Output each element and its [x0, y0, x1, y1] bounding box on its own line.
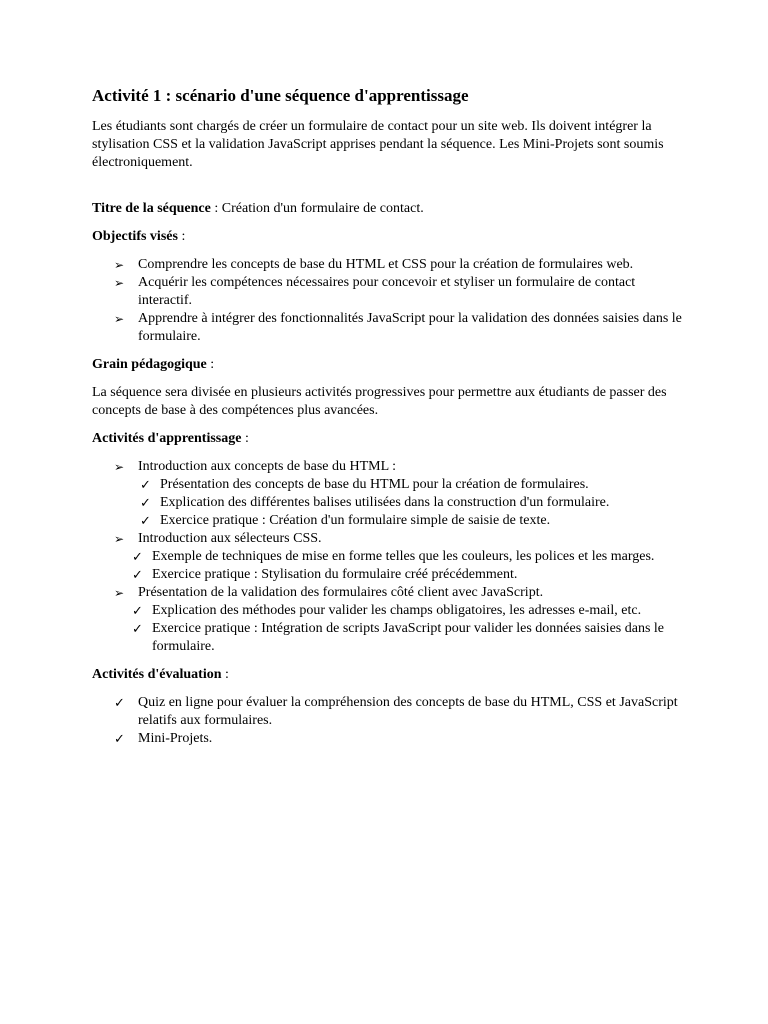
learning-sublist: [138, 476, 682, 530]
arrow-bullet-icon: ➢: [114, 276, 125, 290]
page-title: Activité 1 : scénario d'une séquence d'apprentissage: [92, 86, 469, 105]
evaluation-item: [114, 694, 682, 730]
learning-subitem: [132, 566, 682, 584]
arrow-bullet-icon: ➢: [114, 532, 125, 546]
learning-subitem: [140, 476, 682, 494]
learning-separator: :: [241, 431, 249, 446]
checkmark-icon: ✓: [140, 477, 151, 492]
objectives-label: Objectifs visés: [92, 229, 178, 244]
grain-separator: :: [206, 357, 215, 372]
objective-text: Apprendre à intégrer des fonctionnalités JavaScript pour la validation des données saisies dans le formulaire.: [138, 311, 682, 344]
learning-subitem: [132, 602, 682, 620]
sequence-title-separator: :: [210, 201, 222, 216]
grain-heading: [92, 356, 682, 374]
learning-label: Activités d'apprentissage: [92, 431, 242, 446]
learning-group-text: Introduction aux sélecteurs CSS.: [138, 531, 322, 546]
checkmark-icon: ✓: [140, 495, 151, 510]
checkmark-icon: ✓: [132, 621, 143, 636]
checkmark-icon: ✓: [114, 731, 125, 746]
learning-subitem: [140, 512, 682, 530]
checkmark-icon: ✓: [114, 695, 125, 710]
learning-heading: [92, 430, 682, 448]
objectives-list: [92, 256, 682, 346]
arrow-bullet-icon: ➢: [114, 258, 125, 272]
grain-paragraph: La séquence sera divisée en plusieurs activités progressives pour permettre aux étudiants de passer des concepts de base à des compétences plus avancées.: [92, 385, 667, 418]
sequence-title-value: Création d'un formulaire de contact.: [221, 201, 424, 216]
learning-group-text: Introduction aux concepts de base du HTML :: [138, 459, 397, 474]
document-page: [92, 86, 682, 758]
checkmark-icon: ✓: [132, 603, 143, 618]
learning-group: [114, 530, 682, 584]
objective-text: Acquérir les compétences nécessaires pour concevoir et styliser un formulaire de contact interactif.: [138, 275, 636, 308]
learning-subitem-text: Exercice pratique : Stylisation du formulaire créé précédemment.: [152, 567, 518, 582]
evaluation-separator: :: [221, 667, 229, 682]
evaluation-heading: [92, 666, 682, 684]
checkmark-icon: ✓: [132, 549, 143, 564]
learning-subitem: [140, 494, 682, 512]
learning-group: [114, 458, 682, 530]
sequence-title-label: Titre de la séquence: [92, 201, 211, 216]
arrow-bullet-icon: ➢: [114, 460, 125, 474]
learning-subitem-text: Exercice pratique : Intégration de scripts JavaScript pour valider les données saisies dans le formulaire.: [152, 621, 664, 654]
sequence-title-line: [92, 200, 682, 218]
objective-item: [114, 310, 682, 346]
learning-subitem-text: Explication des méthodes pour valider les champs obligatoires, les adresses e-mail, etc.: [152, 603, 642, 618]
learning-subitem-text: Exemple de techniques de mise en forme telles que les couleurs, les polices et les marges.: [152, 549, 655, 564]
learning-list: [92, 458, 682, 656]
objective-item: [114, 256, 682, 274]
objective-text: Comprendre les concepts de base du HTML et CSS pour la création de formulaires web.: [138, 257, 634, 272]
objectives-heading: [92, 228, 682, 246]
learning-sublist: [132, 602, 682, 656]
arrow-bullet-icon: ➢: [114, 312, 125, 326]
intro-paragraph: Les étudiants sont chargés de créer un formulaire de contact pour un site web. Ils doivent intégrer la stylisation CSS et la validation JavaScript apprises pendant la séquence. Les Mini-Projets sont soumis électroniquement.: [92, 119, 664, 170]
learning-subitem-text: Exercice pratique : Création d'un formulaire simple de saisie de texte.: [160, 513, 551, 528]
learning-group-text: Présentation de la validation des formulaires côté client avec JavaScript.: [138, 585, 544, 600]
arrow-bullet-icon: ➢: [114, 586, 125, 600]
learning-subitem: [132, 620, 682, 656]
learning-sublist: [132, 548, 682, 584]
checkmark-icon: ✓: [140, 513, 151, 528]
evaluation-list: [92, 694, 682, 748]
evaluation-text: Mini-Projets.: [138, 731, 213, 746]
grain-label: Grain pédagogique: [92, 357, 207, 372]
learning-subitem-text: Explication des différentes balises utilisées dans la construction d'un formulaire.: [160, 495, 610, 510]
evaluation-text: Quiz en ligne pour évaluer la compréhension des concepts de base du HTML, CSS et JavaScript relatifs aux formulaires.: [138, 695, 678, 728]
evaluation-item: [114, 730, 682, 748]
checkmark-icon: ✓: [132, 567, 143, 582]
evaluation-label: Activités d'évaluation: [92, 667, 222, 682]
objectives-separator: :: [177, 229, 186, 244]
learning-subitem: [132, 548, 682, 566]
learning-group: [114, 584, 682, 656]
learning-subitem-text: Présentation des concepts de base du HTML pour la création de formulaires.: [160, 477, 589, 492]
spacer: [92, 172, 682, 200]
objective-item: [114, 274, 682, 310]
